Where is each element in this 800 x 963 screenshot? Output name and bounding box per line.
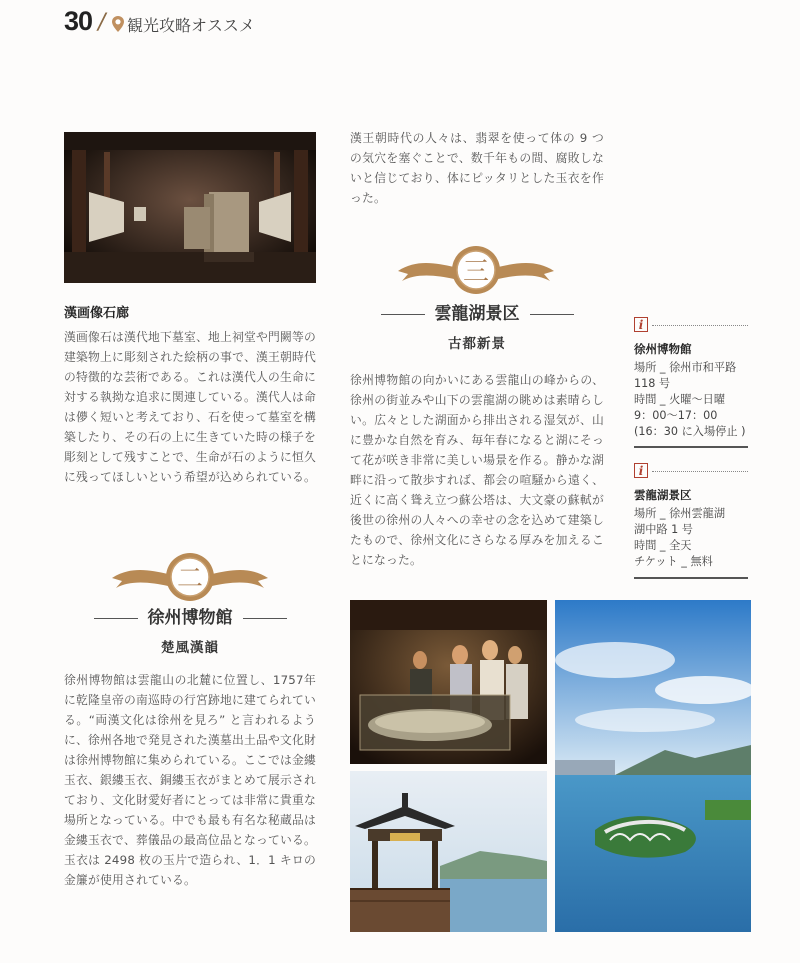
jade-suit-paragraph: 漢王朝時代の人々は、翡翠を使って体の 9 つの気穴を塞ぐことで、数千年もの間、腐敗しないと信じており、体にピッタリとした玉衣を作った。	[350, 131, 604, 205]
lake-title-text: 雲龍湖景区	[434, 304, 520, 324]
info-line: 9：00～17：00	[634, 409, 718, 422]
info-divider	[652, 471, 748, 472]
title-rule-left	[94, 618, 138, 619]
museum-info-details	[634, 360, 750, 440]
museum-info-name: 徐州博物館	[634, 342, 692, 356]
museum-title-text: 徐州博物館	[147, 608, 233, 628]
museum-section-title	[64, 603, 316, 628]
museum-jade-suit-photo	[350, 600, 547, 764]
header-slash: /	[98, 10, 106, 35]
info-icon: i	[634, 463, 648, 478]
badge-number: 三	[462, 257, 490, 287]
title-rule-right	[530, 314, 574, 315]
info-bottom-rule	[634, 446, 748, 448]
info-divider	[652, 325, 748, 326]
info-line: 時間 _ 全天	[634, 539, 692, 552]
museum-section-subtitle: 楚風漢韻	[161, 640, 219, 656]
lake-bridge-photo	[555, 600, 751, 932]
info-bottom-rule	[634, 577, 748, 579]
stone-relief-gallery-photo	[64, 132, 316, 283]
number-badge-ribbon	[110, 550, 270, 604]
gallery-heading: 漢画像石廊	[64, 306, 130, 321]
info-line: 場所 _ 徐州雲龍湖	[634, 507, 726, 520]
lake-paragraph: 徐州博物館の向かいにある雲龍山の峰からの、徐州の街並みや山下の雲龍湖の眺めは素晴らしい。広々とした湖面から排出される湿気が、山に豊かな自然を育み、毎年春になると湖にそって花が咲き非常に美しい場景を作る。静かな湖畔に沿って散歩すれば、都会の喧騒から遠く、近くに高く聳え立つ蘇公塔は、大文豪の蘇軾が後世の徐州の人々への幸せの念を込めて建築したもので、徐州文化にさらなる厚みを加えることになった。	[350, 373, 604, 567]
lake-info-name: 雲龍湖景区	[634, 488, 692, 502]
lake-section-subtitle: 古都新景	[448, 336, 506, 352]
number-badge-ribbon	[396, 243, 556, 297]
info-line: 118 号	[634, 377, 671, 390]
page-number: 30	[64, 6, 93, 36]
badge-number: 二	[176, 564, 204, 594]
museum-paragraph: 徐州博物館は雲龍山の北麓に位置し、1757年に乾隆皇帝の南巡時の行宮跡地に建てられている。“両漢文化は徐州を見ろ” と言われるように、徐州各地で発見された漢墓出土品や文化財は徐州博物館に集められている。ここでは金縷玉衣、銀縷玉衣、銅縷玉衣がまとめて展示されており、文化財愛好者にとっては非常に貴重な場所となっている。中でも最も有名な秘蔵品は金縷玉衣で、葬儀品の最高位品となっている。玉衣は 2498 枚の玉片で造られ、1．1 キロの金簾が使用されている。	[64, 673, 316, 887]
title-rule-right	[243, 618, 287, 619]
info-line: 湖中路 1 号	[634, 523, 693, 536]
lake-section-title	[350, 299, 604, 324]
info-line: 時間 _ 火曜～日曜	[634, 393, 726, 406]
location-pin-icon	[111, 15, 125, 33]
info-line: チケット _ 無料	[634, 555, 713, 568]
section-header-title: 観光攻略オススメ	[127, 16, 255, 35]
lake-info-details	[634, 506, 750, 570]
title-rule-left	[381, 314, 425, 315]
gallery-paragraph: 漢画像石は漢代地下墓室、地上祠堂や門闕等の建築物上に彫刻された絵柄の事で、漢王朝時代の特徴的な芸術である。これは漢代人の生命に対する執拗な追求に関連している。漢代人は命は儚く短いと考えており、石を使って墓室を構築したり、その石の上に生きていた時の様子を彫刻として残すことで、生命が石のように恒久に残ってほしいという希望が込められている。	[64, 330, 316, 484]
info-icon: i	[634, 317, 648, 332]
pavilion-photo	[350, 771, 547, 932]
info-line: 場所 _ 徐州市和平路	[634, 361, 737, 374]
info-line: (16：30 に入場停止 )	[634, 425, 746, 438]
